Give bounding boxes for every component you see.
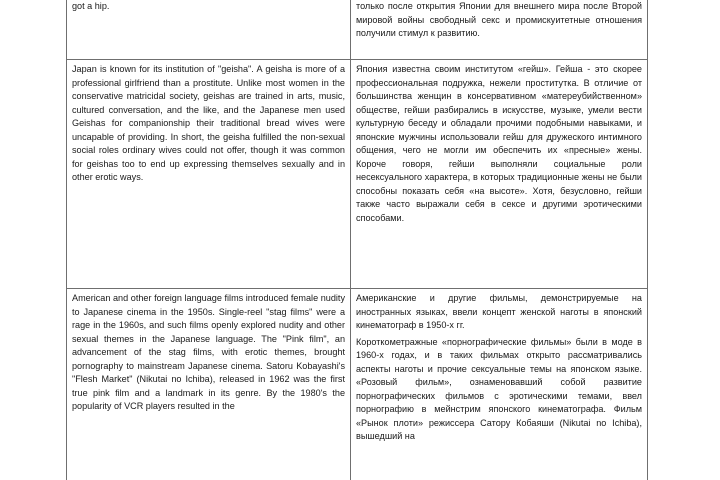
russian-paragraph: Короткометражные «порнографические фильмы» были в моде в 1960-х годах, и в таких фильмах открыто рассматривались аспекты наготы и прочие сексуальные темы на японском языке. «Розовый фильм», ознаменовавший собой развитие порнографических фильмов с эротическими темами, ввел порнографию в мейнстрим японского кинематографа. Фильм «Рынок плоти» режиссера Сатору Кобаяши (Nikutai no Ichiba), вышедший на xyxy=(356,336,642,442)
russian-paragraph: Американские и другие фильмы, демонстрируемые на иностранных языках, ввели концепт женской наготы в японский кинематограф в 1950-х гг. xyxy=(356,293,642,331)
russian-paragraph: только после открытия Японии для внешнего мира после Второй мировой войны свободный секс и промискуитетные отношения получили стимул к развитию. xyxy=(356,1,642,39)
english-paragraph: Japan is known for its institution of "geisha". A geisha is more of a professional girlfriend than a prostitute. Unlike most women in the conservative matricidal society, geishas are trained in arts, music, cultured conversation, and the like, and the Japanese men used Geishas for companionship their traditional bread wives were uncapable of providing. In short, the geisha fulfilled the non-sexual social roles ordinary wives could not offer, though it was common for geishas too to end up expressing themselves sexually and in other erotic ways. xyxy=(72,64,345,183)
english-cell xyxy=(67,60,351,289)
russian-cell xyxy=(351,289,648,480)
table-row xyxy=(67,289,648,480)
russian-paragraph: Япония известна своим институтом «гейш». Гейша - это скорее профессиональная подружка, нежели проститутка. В отличие от большинства женщин в консервативном «матереубийственном» обществе, гейши разбирались в искусстве, музыке, умели вести культурную беседу и обладали прочими подобными навыками, и японские мужчины использовали гейш для дружеского интимного общения, чего не могли им обеспечить их «пресные» жены. Короче говоря, гейши выполняли социальные роли несексуального характера, в которых традиционные жены не были способны показать себя «на высоте». Хотя, безусловно, гейши также часто выражали себя в сексе и другими эротическими способами. xyxy=(356,64,642,224)
russian-cell xyxy=(351,60,648,289)
english-cell xyxy=(67,289,351,480)
table-row xyxy=(67,60,648,289)
english-paragraph: American and other foreign language films introduced female nudity to Japanese cinema in the 1950s. Single-reel "stag films" were a rage in the 1960s, and such films openly explored nudity and other sexual themes in the Japanese language. The "Pink film", an advancement of the stag films, with erotic themes, brought pornography to mainstream Japanese cinema. Satoru Kobayashi's "Flesh Market" (Nikutai no Ichiba), released in 1962 was the first true pink film and a landmark in its genre. By the 1980's the popularity of VCR players resulted in the xyxy=(72,293,345,412)
russian-cell xyxy=(351,0,648,60)
english-cell xyxy=(67,0,351,60)
english-paragraph: got a hip. xyxy=(72,1,110,11)
table-row xyxy=(67,0,648,60)
parallel-translation-table xyxy=(66,0,648,480)
